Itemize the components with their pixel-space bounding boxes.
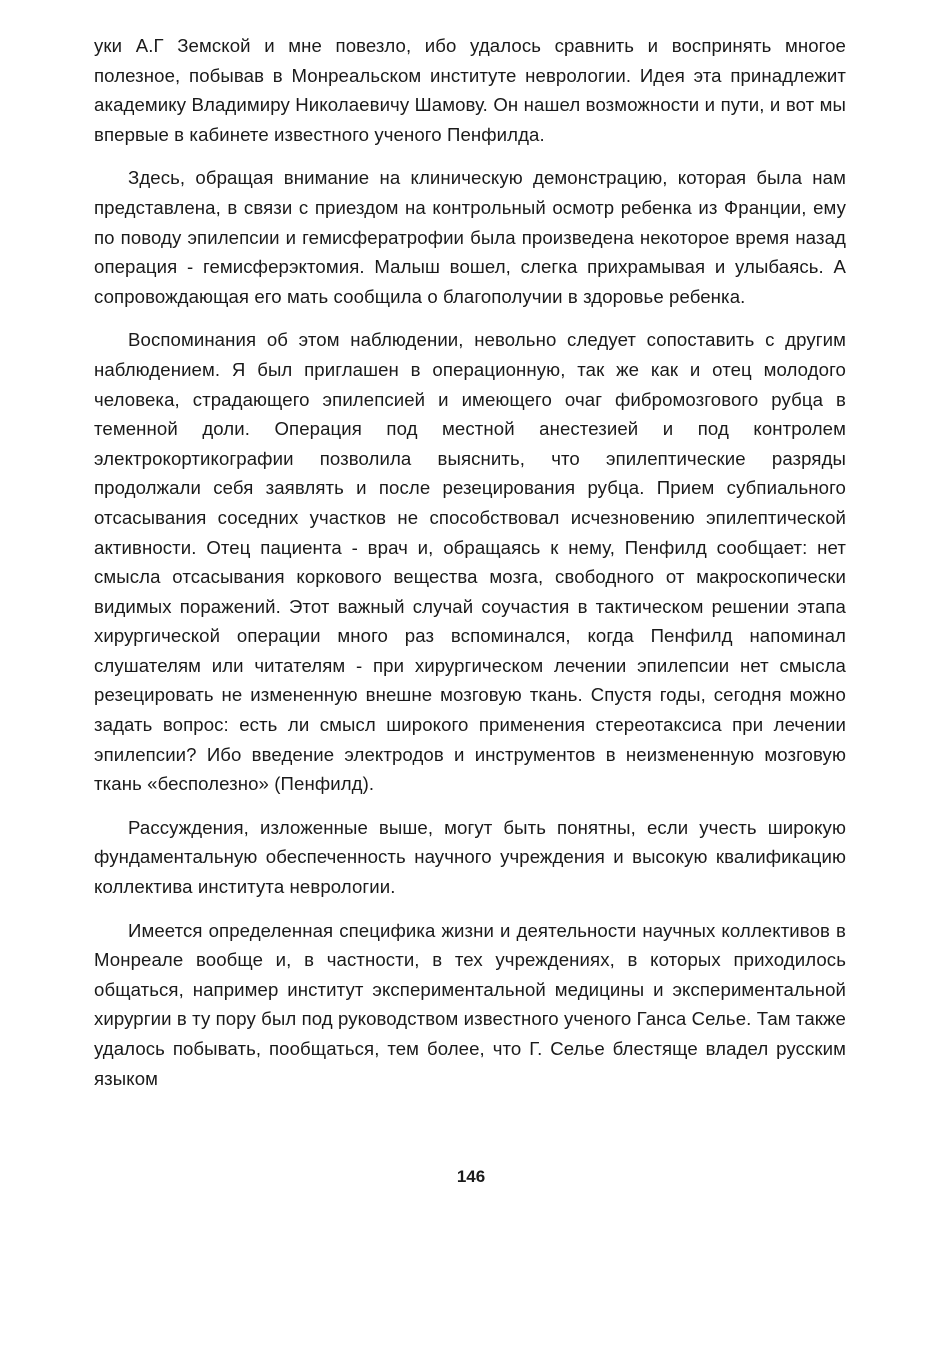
paragraph-5: Имеется определенная специфика жизни и деятельности научных коллективов в Монреале вообще и, в частности, в тех учреждениях, в которых приходилось общаться, например институт экспериментальной медицины и экспериментальной хирургии в ту пору был под руководством известного ученого Ганса Селье. Там также удалось побывать, пообщаться, тем более, что Г. Селье блестяще владел русским языком xyxy=(94,919,846,1089)
paragraph-1: уки А.Г Земской и мне повезло, ибо удалось сравнить и воспринять многое полезное, побывав в Монреальском институте неврологии. Идея эта принадлежит академику Владимиру Николаевичу Шамову. Он нашел возможности и пути, и вот мы впервые в кабинете известного ученого Пенфилда. xyxy=(94,35,846,145)
paragraph-3: Воспоминания об этом наблюдении, невольно следует сопоставить с другим наблюдением. Я был приглашен в операционную, так же как и отец молодого человека, страдающего эпилепсией и имеющего очаг фибромозгового рубца в теменной доли. Операция под местной анестезией и под контролем электрокортикографии позволила выяснить, что эпилептические разряды продолжали себя заявлять и после резецирования рубца. Прием субпиального отсасывания соседних участков не способствовал исчезновению эпилептической активности. Отец пациента - врач и, обращаясь к нему, Пенфилд сообщает: нет смысла отсасывания коркового вещества мозга, свободного от макроскопически видимых поражений. Этот важный случай соучастия в тактическом решении этапа хирургической операции много раз вспоминался, когда Пенфилд напоминал слушателям или читателям - при хирургическом лечении эпилепсии нет смысла резецировать не измененную внешне мозговую ткань. Спустя годы, сегодня можно задать вопрос: есть ли смысл широкого применения стереотаксиса при лечении эпилепсии? Ибо введение электродов и инструментов в неизмененную мозговую ткань «бесполезно» (Пенфилд). xyxy=(94,329,846,795)
page-body xyxy=(94,31,846,1107)
paragraph-2: Здесь, обращая внимание на клиническую демонстрацию, которая была нам представлена, в связи с приездом на контрольный осмотр ребенка из Франции, ему по поводу эпилепсии и гемисфератрофии была произведена некоторое время назад операция - гемисферэктомия. Малыш вошел, слегка прихрамывая и улыбаясь. А сопровождающая его мать сообщила о благополучии в здоровье ребенка. xyxy=(94,167,846,307)
paragraph-4: Рассуждения, изложенные выше, могут быть понятны, если учесть широкую фундаментальную обеспеченность научного учреждения и высокую квалификацию коллектива института неврологии. xyxy=(94,816,846,898)
page-number: 146 xyxy=(456,1167,486,1186)
